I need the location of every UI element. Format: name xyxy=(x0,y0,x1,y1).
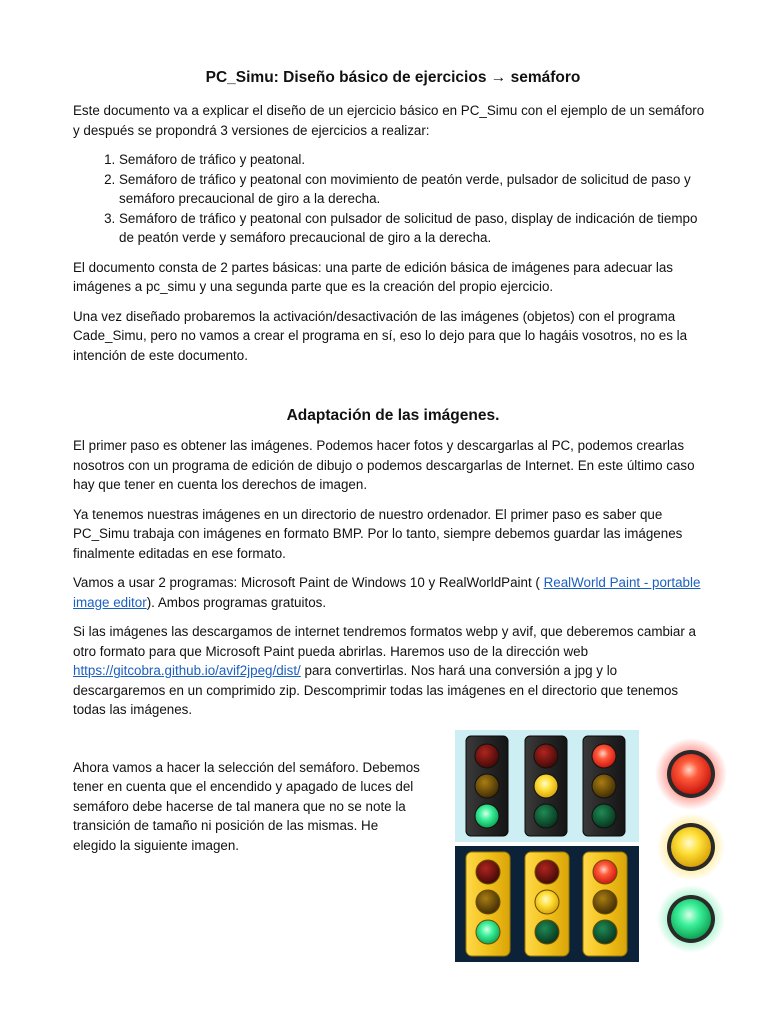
avif2jpeg-link[interactable]: https://gitcobra.github.io/avif2jpeg/dist/ xyxy=(73,663,301,678)
bmp-paragraph: Ya tenemos nuestras imágenes en un directorio de nuestro ordenador. El primer paso es saber que PC_Simu trabaja con imágenes en formato BMP. Por lo tanto, siempre debemos guardar las imágenes finalmente editadas en ese formato. xyxy=(73,506,683,561)
document-title xyxy=(73,66,713,90)
list-item: 2. Semáforo de tráfico y peatonal con movimiento de peatón verde, pulsador de solicitud de paso y semáforo precaucional de giro a la derecha. xyxy=(119,170,713,209)
intro-paragraph: Este documento va a explicar el diseño de un ejercicio básico en PC_Simu con el ejemplo de un semáforo y después se propondrá 3 versiones de ejercicios a realizar: xyxy=(73,103,705,138)
selection-paragraph: Ahora vamos a hacer la selección del semáforo. Debemos tener en cuenta que el encendido y apagado de luces del semáforo debe hacerse de tal manera que no se note la transición de tamaño ni posición de las mismas. He elegido la siguiente imagen. xyxy=(73,759,420,853)
traffic-lights-image xyxy=(455,730,737,962)
first-step-paragraph: El primer paso es obtener las imágenes. Podemos hacer fotos y descargarlas al PC, podemos crearlas nosotros con un programa de edición de dibujo o podemos descargarlas de Internet. En este último caso hay que tener en cuenta los derechos de imagen. xyxy=(73,438,695,492)
list-item: 1. Semáforo de tráfico y peatonal. xyxy=(119,150,713,170)
realworld-paint-link[interactable]: RealWorld Paint - portable image editor xyxy=(73,575,701,610)
title-text: PC_Simu: Diseño básico de ejercicios xyxy=(205,69,487,86)
design-paragraph: Una vez diseñado probaremos la activación/desactivación de las imágenes (objetos) con el programa Cade_Simu, pero no vamos a crear el programa en sí, eso lo dejo para que lo hagáis vosotros, no es la intención de este documento. xyxy=(73,308,688,363)
traffic-light-dark-1 xyxy=(466,736,508,836)
exercise-list xyxy=(73,150,713,248)
traffic-light-dark-2 xyxy=(525,736,567,836)
document-page xyxy=(73,66,713,980)
lamp-green xyxy=(657,885,725,953)
title-suffix: semáforo xyxy=(506,69,581,86)
programs-paragraph: Vamos a usar 2 programas: Microsoft Paint de Windows 10 y RealWorldPaint ( RealWorld Paint - portable image editor). Ambos programas gratuitos. xyxy=(73,575,701,610)
traffic-light-dark-3 xyxy=(583,736,625,836)
section-title: Adaptación de las imágenes. xyxy=(286,407,500,424)
section-gap xyxy=(73,375,713,405)
lamp-yellow xyxy=(657,813,725,881)
lamp-red xyxy=(655,738,727,810)
traffic-light-yellow-3 xyxy=(583,852,627,956)
arrow-right-icon: → xyxy=(490,69,507,86)
webp-paragraph: Si las imágenes las descargamos de internet tendremos formatos webp y avif, que deberemos cambiar a otro formato para que Microsoft Paint pueda abrirlas. Haremos uso de la dirección web https://gitcobra.github.io/avif2jpeg/dist/ para convertirlas. Nos hará una conversión a jpg y lo descargaremos en un comprimido zip. Descomprimir todas las imágenes en el directorio que tenemos todas las imágenes. xyxy=(73,624,696,717)
list-item: 3. Semáforo de tráfico y peatonal con pulsador de solicitud de paso, display de indicación de tiempo de peatón verde y semáforo precaucional de giro a la derecha. xyxy=(119,209,713,248)
selection-section xyxy=(73,730,713,980)
traffic-light-yellow-1 xyxy=(466,852,510,956)
parts-paragraph: El documento consta de 2 partes básicas: una parte de edición básica de imágenes para adecuar las imágenes a pc_simu y una segunda parte que es la creación del propio ejercicio. xyxy=(73,259,673,294)
traffic-light-yellow-2 xyxy=(525,852,569,956)
